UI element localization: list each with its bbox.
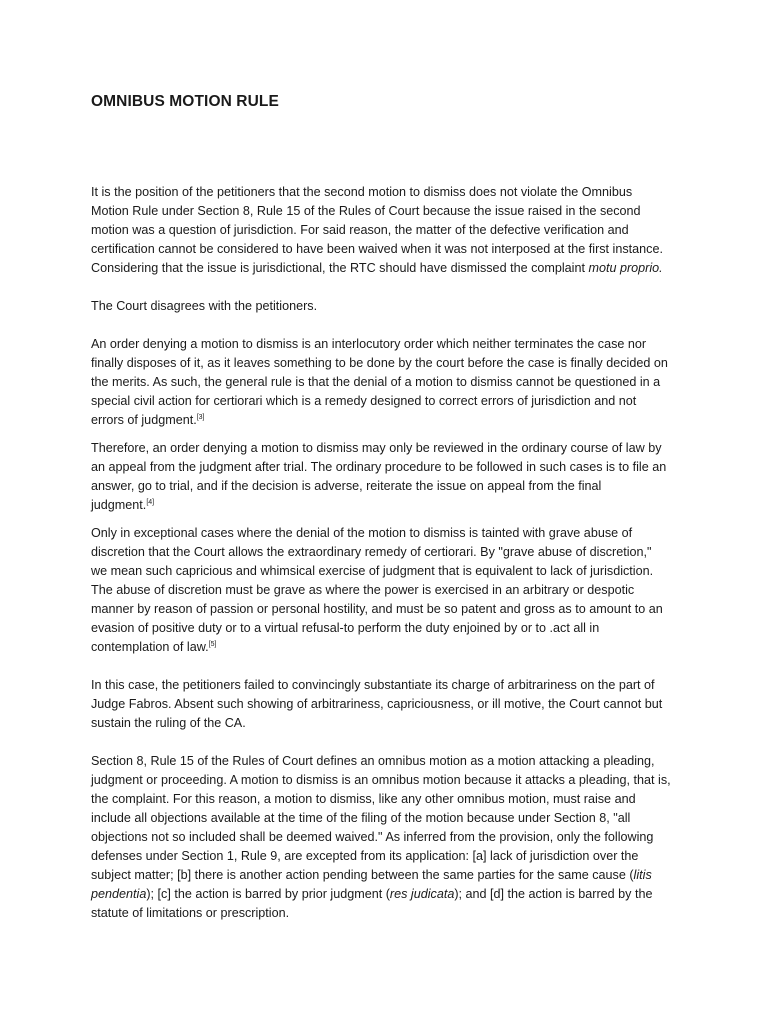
paragraph-this-case — [91, 676, 691, 733]
text-line: An order denying a motion to dismiss is an interlocutory order which neither terminates the case nor — [91, 337, 647, 351]
text-line: objections not so included shall be deemed waived." As inferred from the provision, only the following — [91, 830, 654, 844]
document-title: OMNIBUS MOTION RULE — [91, 93, 279, 110]
text-line: It is the position of the petitioners that the second motion to dismiss does not violate the Omnibus — [91, 185, 633, 199]
paragraph-ordinary-course — [91, 439, 691, 515]
text-line — [91, 259, 691, 278]
text-line: discretion that the Court allows the extraordinary remedy of certiorari. By "grave abuse of discretion," — [91, 545, 652, 559]
italic-term: res judicata — [389, 887, 455, 901]
paragraph-petitioners-position — [91, 183, 691, 278]
text-line — [91, 496, 691, 515]
italic-term: pendentia — [91, 887, 147, 901]
document-body — [91, 183, 691, 923]
paragraph-court-disagrees — [91, 297, 691, 316]
footnote-ref[interactable]: [5] — [208, 640, 217, 648]
text-line — [91, 866, 691, 885]
text-line: Therefore, an order denying a motion to dismiss may only be reviewed in the ordinary course of law by — [91, 441, 662, 455]
text-line: The Court disagrees with the petitioners. — [91, 299, 318, 313]
text-run: contemplation of law. — [91, 640, 209, 654]
text-line — [91, 885, 691, 904]
text-run: errors of judgment. — [91, 413, 197, 427]
text-line: finally disposes of it, as it leaves something to be done by the court before the case is finally decided on — [91, 356, 668, 370]
paragraph-interlocutory-order — [91, 335, 691, 430]
text-line: defenses under Section 1, Rule 9, are excepted from its application: [a] lack of jurisdiction over the — [91, 849, 639, 863]
text-run: Considering that the issue is jurisdictional, the RTC should have dismissed the complaint — [91, 261, 589, 275]
text-line: judgment or proceeding. A motion to dismiss is an omnibus motion because it attacks a pleading, that is, — [91, 773, 671, 787]
italic-term: litis — [633, 868, 652, 882]
text-line: answer, go to trial, and if the decision is adverse, reiterate the issue on appeal from the final — [91, 479, 602, 493]
paragraph-grave-abuse — [91, 524, 691, 657]
text-run: ); and [d] the action is barred by the — [454, 887, 653, 901]
text-run: subject matter; [b] there is another action pending between the same parties for the same cause ( — [91, 868, 634, 882]
text-line: manner by reason of passion or personal hostility, and must be so patent and gross as to amount to an — [91, 602, 663, 616]
footnote-ref[interactable]: [4] — [146, 498, 155, 506]
text-line: an appeal from the judgment after trial. The ordinary procedure to be followed in such cases is to file an — [91, 460, 667, 474]
text-run: ); [c] the action is barred by prior judgment ( — [146, 887, 390, 901]
text-line: Motion Rule under Section 8, Rule 15 of the Rules of Court because the issue raised in the second — [91, 204, 641, 218]
italic-term: motu proprio. — [588, 261, 663, 275]
paragraph-section-8-rule-15 — [91, 752, 691, 923]
text-line: Only in exceptional cases where the denial of the motion to dismiss is tainted with grave abuse of — [91, 526, 633, 540]
text-line: Section 8, Rule 15 of the Rules of Court defines an omnibus motion as a motion attacking a pleading, — [91, 754, 655, 768]
text-line: certification cannot be considered to have been waived when it was not interposed at the first instance. — [91, 242, 663, 256]
text-line: we mean such capricious and whimsical exercise of judgment that is equivalent to lack of jurisdiction. — [91, 564, 654, 578]
text-line — [91, 638, 691, 657]
text-line — [91, 411, 691, 430]
text-line: the complaint. For this reason, a motion to dismiss, like any other omnibus motion, must raise and — [91, 792, 636, 806]
text-line: sustain the ruling of the CA. — [91, 716, 246, 730]
text-line: motion was a question of jurisdiction. For said reason, the matter of the defective verification and — [91, 223, 629, 237]
text-line: the merits. As such, the general rule is that the denial of a motion to dismiss cannot be questioned in a — [91, 375, 661, 389]
text-line: Judge Fabros. Absent such showing of arbitrariness, capriciousness, or ill motive, the Court cannot but — [91, 697, 663, 711]
text-line: special civil action for certiorari which is a remedy designed to correct errors of jurisdiction and not — [91, 394, 637, 408]
text-line: In this case, the petitioners failed to convincingly substantiate its charge of arbitrariness on the part of — [91, 678, 655, 692]
text-run: judgment. — [91, 498, 147, 512]
text-line: statute of limitations or prescription. — [91, 906, 290, 920]
text-line: evasion of positive duty or to a virtual refusal-to perform the duty enjoined by or to .act all in — [91, 621, 600, 635]
text-line: The abuse of discretion must be grave as where the power is exercised in an arbitrary or despotic — [91, 583, 635, 597]
text-line: include all objections available at the time of the filing of the motion because under Section 8, "all — [91, 811, 631, 825]
footnote-ref[interactable]: [3] — [196, 413, 205, 421]
